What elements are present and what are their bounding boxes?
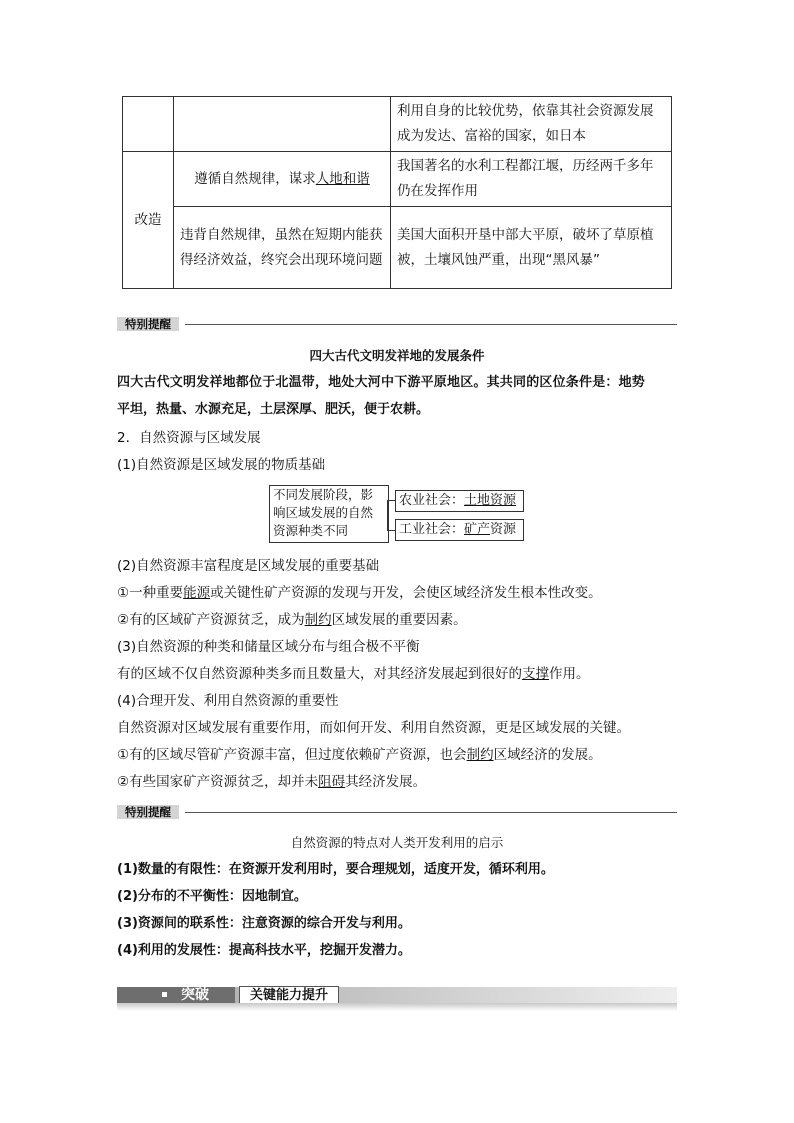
text: 或关键性矿产资源的发现与开发，会使区域经济发生根本性改变。 xyxy=(210,585,602,601)
text: ①一种重要 xyxy=(117,585,184,601)
diagram-source-box: 不同发展阶段，影响区域发展的自然资源种类不同 xyxy=(269,485,389,543)
underlined-term: 人地和谐 xyxy=(315,170,370,187)
banner-shadow xyxy=(117,1003,677,1011)
comparison-table xyxy=(122,96,672,289)
table-cell xyxy=(174,152,391,207)
connector-line xyxy=(387,500,395,501)
diagram-box-agriculture xyxy=(395,490,524,512)
banner-subtitle: 关键能力提升 xyxy=(239,986,339,1006)
paragraph xyxy=(117,609,677,631)
text: 其经济发展。 xyxy=(345,774,427,790)
box-text: 农业社会： xyxy=(399,493,465,508)
text: ②有的区域矿产资源贫乏，成为 xyxy=(117,612,305,628)
table-row xyxy=(123,97,672,152)
paragraph xyxy=(117,744,677,766)
tip-header xyxy=(117,317,677,331)
underlined-term: 制约 xyxy=(304,612,332,628)
divider xyxy=(185,324,677,325)
table-cell: 我国著名的水利工程都江堰，历经两千多年仍在发挥作用 xyxy=(391,152,672,207)
tip-tag: 特别提醒 xyxy=(117,317,179,331)
paragraph: (3)自然资源的种类和储量区域分布与组合极不平衡 xyxy=(117,639,420,655)
table-cell xyxy=(174,97,391,152)
banner-title: 突破 xyxy=(181,987,209,1003)
section-heading: 2．自然资源与区域发展 xyxy=(117,430,261,446)
paragraph: 自然资源对区域发展有重要作用，而如何开发、利用自然资源，更是区域发展的关键。 xyxy=(117,720,630,736)
banner-block xyxy=(117,987,235,1003)
table-cell: 违背自然规律，虽然在短期内能获得经济效益，终究会出现环境问题 xyxy=(174,207,391,289)
table-cell: 美国大面积开垦中部大平原，破坏了草原植被，土壤风蚀严重，出现“黑风暴” xyxy=(391,207,672,289)
connector-line xyxy=(387,530,395,531)
underlined-term: 土地资源 xyxy=(464,493,517,508)
cell-text: 遵循自然规律，谋求 xyxy=(194,170,316,187)
paragraph: (4)合理开发、利用自然资源的重要性 xyxy=(117,693,339,709)
diagram-box-industry xyxy=(395,519,524,541)
paragraph xyxy=(117,582,677,604)
tip-title: 四大古代文明发祥地的发展条件 xyxy=(309,348,485,363)
paragraph xyxy=(117,771,677,793)
text: 区域经济的发展。 xyxy=(493,747,602,763)
underlined-term: 阻碍 xyxy=(318,774,346,790)
box-text: 工业社会： xyxy=(399,522,465,537)
underlined-term: 制约 xyxy=(466,747,494,763)
text: 区域发展的重要因素。 xyxy=(331,612,467,628)
text: ②有些国家矿产资源贫乏，却并未 xyxy=(117,774,319,790)
tip-text: (1)数量的有限性：在资源开发利用时，要合理规划，适度开发，循环利用。 xyxy=(117,862,554,877)
table-row xyxy=(123,152,672,207)
tip-text: (2)分布的不平衡性：因地制宜。 xyxy=(117,889,307,904)
text: 有的区域不仅自然资源种类多而且数量大，对其经济发展起到很好的 xyxy=(117,666,522,682)
paragraph: (1)自然资源是区域发展的物质基础 xyxy=(117,457,326,473)
category-cell-gaizao: 改造 xyxy=(123,152,174,289)
underlined-term: 支撑 xyxy=(522,666,549,682)
table-row xyxy=(123,207,672,289)
tip-text: (3)资源间的联系性：注意资源的综合开发与利用。 xyxy=(117,916,411,931)
tip-text: (4)利用的发展性：提高科技水平，挖掘开发潜力。 xyxy=(117,943,411,958)
text: 作用。 xyxy=(549,666,590,682)
table-cell: 利用自身的比较优势，依靠其社会资源发展成为发达、富裕的国家，如日本 xyxy=(391,97,672,152)
paragraph: (2)自然资源丰富程度是区域发展的重要基础 xyxy=(117,558,380,574)
underlined-term: 能源 xyxy=(183,585,211,601)
table-cell xyxy=(123,97,174,152)
tip-header xyxy=(117,805,677,819)
tip-text: 平坦，热量、水源充足，土层深厚、肥沃，便于农耕。 xyxy=(117,402,430,417)
paragraph xyxy=(117,663,677,685)
divider xyxy=(185,812,677,813)
square-bullet-icon xyxy=(162,992,167,997)
section-banner xyxy=(117,985,677,1005)
text: ①有的区域尽管矿产资源丰富，但过度依赖矿产资源，也会 xyxy=(117,747,467,763)
box-text: 资源 xyxy=(490,522,517,537)
underlined-term: 矿产 xyxy=(464,522,491,537)
tip-text: 四大古代文明发祥地都位于北温带，地处大河中下游平原地区。其共同的区位条件是：地势 xyxy=(117,375,646,390)
connector-line xyxy=(387,500,388,530)
tip-tag: 特别提醒 xyxy=(117,805,179,819)
tip-title: 自然资源的特点对人类开发利用的启示 xyxy=(290,835,504,850)
